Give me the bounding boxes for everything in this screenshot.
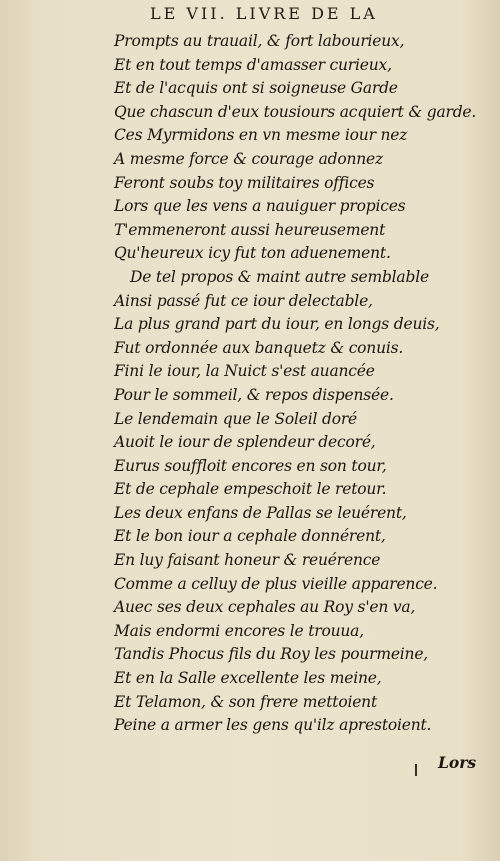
- catchword: Lors: [438, 753, 477, 772]
- verse-line: A mesme force & courage adonnez: [114, 149, 383, 168]
- verse-line: Le lendemain que le Soleil doré: [114, 409, 358, 428]
- verse-line: Auoit le iour de splendeur decoré,: [114, 433, 376, 452]
- verse-line: Les deux enfans de Pallas se leuérent,: [114, 503, 407, 522]
- verse-line: Et Telamon, & son frere mettoient: [114, 692, 377, 711]
- verse-line: Fini le iour, la Nuict s'est auancée: [114, 362, 375, 381]
- verse-line: De tel propos & maint autre semblable: [130, 267, 429, 286]
- verse-line: Et le bon iour a cephale donnérent,: [114, 527, 386, 546]
- verse-line: Eurus souffloit encores en son tour,: [114, 456, 387, 475]
- verse-line: Et en tout temps d'amasser curieux,: [114, 55, 392, 74]
- verse-line: Ces Myrmidons en vn mesme iour nez: [114, 126, 408, 145]
- verse-line: Fut ordonnée aux banquetz & conuis.: [114, 338, 404, 357]
- verse-line: Feront soubs toy militaires offices: [114, 173, 375, 192]
- verse-line: Et de cephale empeschoit le retour.: [114, 480, 387, 499]
- verse-line: Tandis Phocus fils du Roy les pourmeine,: [114, 645, 429, 664]
- verse-block: [114, 30, 477, 738]
- ink-mark: [415, 764, 417, 776]
- verse-line: Et de l'acquis ont si soigneuse Garde: [114, 79, 398, 98]
- verse-line: Ainsi passé fut ce iour delectable,: [114, 291, 373, 310]
- verse-line: Lors que les vens a nauiguer propices: [114, 197, 406, 216]
- verse-line: Que chascun d'eux tousiours acquiert & garde.: [114, 102, 477, 121]
- verse-line: La plus grand part du iour, en longs deuis,: [114, 315, 440, 334]
- verse-line: Et en la Salle excellente les meine,: [114, 669, 382, 688]
- verse-line: Pour le sommeil, & repos dispensée.: [114, 385, 394, 404]
- verse-line: Mais endormi encores le trouua,: [114, 621, 364, 640]
- verse-line: Peine a armer les gens qu'ilz aprestoient.: [114, 716, 432, 735]
- verse-line: En luy faisant honeur & reuérence: [114, 551, 381, 570]
- verse-line: Prompts au trauail, & fort labourieux,: [114, 32, 405, 50]
- verse-line: T'emmeneront aussi heureusement: [114, 220, 386, 239]
- running-head: LE VII. LIVRE DE LA: [150, 4, 378, 23]
- verse-line: Qu'heureux icy fut ton aduenement.: [114, 244, 391, 263]
- verse-line: Auec ses deux cephales au Roy s'en va,: [114, 598, 416, 617]
- verse-line: Comme a celluy de plus vieille apparence.: [114, 574, 438, 593]
